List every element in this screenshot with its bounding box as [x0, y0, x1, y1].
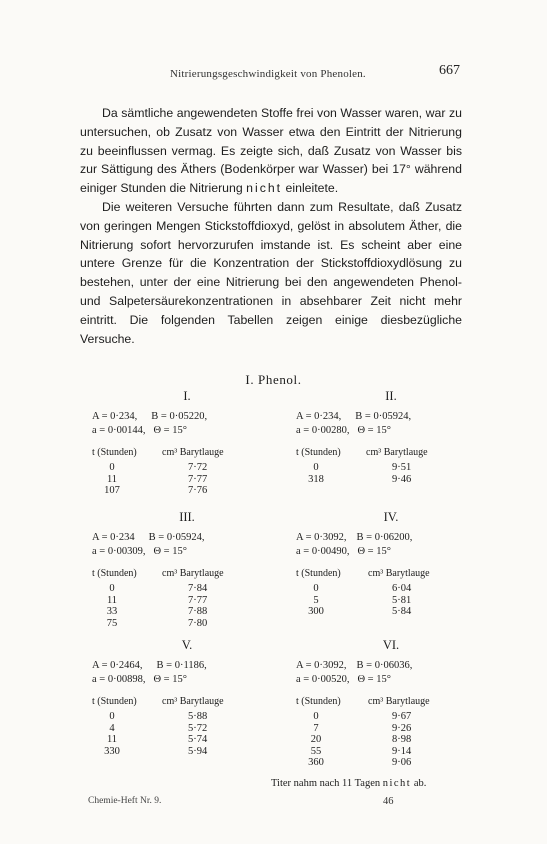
cell-volume: 7·88 [188, 606, 208, 617]
column-headers [296, 447, 486, 458]
table-row [92, 583, 282, 595]
table-row [92, 595, 282, 607]
cell-volume: 5·84 [392, 606, 412, 617]
table-params [92, 531, 282, 559]
param-B: B = 0·05220, [151, 411, 208, 422]
table-6 [296, 638, 486, 769]
col-volume: cm³ Barytlauge [368, 696, 430, 707]
cell-time: 4 [109, 722, 115, 734]
table-row [296, 462, 486, 474]
col-time: t (Stunden) [92, 447, 137, 458]
cell-time: 11 [106, 594, 118, 606]
body-text [80, 104, 462, 348]
table-row [92, 711, 282, 723]
col-volume: cm³ Barytlauge [162, 568, 224, 579]
running-head: Nitrierungsgeschwindigkeit von Phenolen. [170, 68, 366, 80]
table-number: V. [181, 638, 193, 652]
param-A: A = 0·234 [92, 532, 135, 543]
table-row [92, 734, 282, 746]
column-headers [92, 568, 282, 579]
table-rows [92, 462, 282, 497]
param-theta: Θ = 15° [153, 425, 187, 436]
col-volume: cm³ Barytlauge [368, 568, 430, 579]
table-params [92, 410, 282, 438]
paragraph-1-text: Da sämtliche angewendeten Stoffe frei von Wasser waren, war zu untersuchen, ob Zusatz von Wasser etwa den Eintritt der Nitrierung zu beeinflussen vermag. Es zeigte sich, daß Zusatz von Wasser bis zur Sättigung des Äthers (Bodenkörper war Wasser) bei 17° während einiger Stunden die Nitrierung [80, 106, 462, 196]
table-number: VI. [382, 638, 400, 652]
param-theta: Θ = 15° [153, 674, 187, 685]
table-number: I. [183, 389, 191, 403]
column-headers [296, 696, 486, 707]
cell-volume: 9·67 [392, 711, 412, 722]
footer-signature: Chemie-Heft Nr. 9. [88, 796, 162, 806]
cell-time: 330 [104, 745, 120, 757]
cell-volume: 5·81 [392, 594, 412, 606]
cell-time: 107 [104, 485, 120, 496]
param-B: B = 0·1186, [156, 660, 207, 671]
column-headers [92, 696, 282, 707]
cell-time: 360 [308, 757, 324, 768]
param-a: a = 0·00490, [296, 546, 350, 557]
paragraph-1 [80, 104, 462, 198]
param-B: B = 0·05924, [355, 411, 412, 422]
table-row [92, 746, 282, 758]
cell-time: 300 [308, 606, 324, 617]
cell-time: 11 [106, 734, 118, 745]
table-row [296, 595, 486, 607]
cell-volume: 8·98 [392, 734, 412, 745]
cell-time: 318 [308, 473, 324, 485]
table-row [296, 606, 486, 618]
table-note [271, 778, 426, 789]
table-rows [296, 711, 486, 769]
cell-volume: 7·80 [188, 617, 208, 629]
cell-volume: 7·76 [188, 485, 208, 496]
cell-time: 33 [106, 606, 118, 617]
table-row [92, 485, 282, 497]
param-A: A = 0·234, [92, 411, 138, 422]
emphasis-nicht: nicht [246, 181, 283, 196]
table-rows [92, 583, 282, 629]
col-volume: cm³ Barytlauge [366, 447, 428, 458]
footer-sheet-number: 46 [383, 796, 394, 807]
paragraph-1-end: einleitete. [285, 181, 339, 196]
table-row [92, 618, 282, 630]
table-number: III. [179, 510, 195, 524]
cell-volume: 5·88 [188, 711, 208, 722]
col-time: t (Stunden) [92, 568, 137, 579]
col-time: t (Stunden) [296, 447, 341, 458]
cell-time: 55 [310, 745, 322, 757]
note-after: ab. [413, 778, 427, 789]
cell-time: 20 [310, 734, 322, 745]
param-B: B = 0·06200, [356, 532, 413, 543]
param-theta: Θ = 15° [357, 425, 391, 436]
param-B: B = 0·05924, [148, 532, 205, 543]
note-before: Titer nahm nach 11 Tagen [271, 778, 381, 789]
cell-time: 0 [109, 462, 115, 473]
cell-volume: 5·72 [188, 722, 208, 734]
table-params [92, 659, 282, 687]
cell-time: 0 [109, 583, 115, 594]
param-a: a = 0·00520, [296, 674, 350, 685]
cell-time: 11 [106, 473, 118, 485]
table-rows [296, 583, 486, 618]
table-rows [92, 711, 282, 757]
param-A: A = 0·2464, [92, 660, 143, 671]
cell-time: 7 [313, 722, 319, 734]
cell-time: 0 [313, 462, 319, 473]
table-2 [296, 389, 486, 485]
table-row [296, 723, 486, 735]
paragraph-2: Die weiteren Versuche führten dann zum Resultate, daß Zusatz von geringen Mengen Stickstoffdioxyd, gelöst in absolutem Äther, die Nitrierung sofort hervorzurufen imstande ist. Es scheint aber eine untere Grenze für die Konzentration der Stickstoffdioxydlösung zu bestehen, unter der eine Nitrierung bei den angewendeten Phenol- und Salpetersäurekonzentrationen in absehbarer Zeit nicht mehr eintritt. Die folgenden Tabellen zeigen einige diesbezügliche Versuche. [80, 199, 462, 346]
param-A: A = 0·3092, [296, 532, 347, 543]
column-headers [92, 447, 282, 458]
cell-volume: 9·14 [392, 745, 412, 757]
param-theta: Θ = 15° [357, 546, 391, 557]
cell-volume: 9·46 [392, 473, 412, 485]
param-a: a = 0·00309, [92, 546, 146, 557]
table-params [296, 410, 486, 438]
cell-volume: 6·04 [392, 583, 412, 594]
table-params [296, 531, 486, 559]
cell-time: 75 [106, 617, 118, 629]
column-headers [296, 568, 486, 579]
cell-volume: 7·77 [188, 594, 208, 606]
cell-time: 0 [313, 583, 319, 594]
table-row [92, 462, 282, 474]
table-row [92, 606, 282, 618]
table-params [296, 659, 486, 687]
param-a: a = 0·00898, [92, 674, 146, 685]
table-row [296, 746, 486, 758]
table-5 [92, 638, 282, 757]
cell-volume: 9·06 [392, 757, 412, 768]
cell-volume: 9·26 [392, 722, 412, 734]
cell-volume: 7·84 [188, 583, 208, 594]
page-number: 667 [439, 63, 460, 78]
cell-volume: 5·94 [188, 745, 208, 757]
col-volume: cm³ Barytlauge [162, 447, 224, 458]
cell-time: 0 [109, 711, 115, 722]
param-a: a = 0·00280, [296, 425, 350, 436]
table-4 [296, 510, 486, 618]
table-row [296, 711, 486, 723]
table-number: II. [385, 389, 397, 403]
col-time: t (Stunden) [92, 696, 137, 707]
cell-time: 5 [313, 594, 319, 606]
cell-volume: 7·77 [188, 473, 208, 485]
table-1 [92, 389, 282, 497]
table-row [296, 734, 486, 746]
section-title: I. Phenol. [245, 372, 302, 387]
col-time: t (Stunden) [296, 696, 341, 707]
col-time: t (Stunden) [296, 568, 341, 579]
table-row [296, 474, 486, 486]
table-rows [296, 462, 486, 485]
param-A: A = 0·3092, [296, 660, 347, 671]
table-row [296, 583, 486, 595]
table-3 [92, 510, 282, 629]
param-theta: Θ = 15° [153, 546, 187, 557]
col-volume: cm³ Barytlauge [162, 696, 224, 707]
param-A: A = 0·234, [296, 411, 342, 422]
cell-time: 0 [313, 711, 319, 722]
table-number: IV. [383, 510, 399, 524]
cell-volume: 7·72 [188, 462, 208, 473]
note-emphasis: nicht [382, 778, 412, 789]
cell-volume: 9·51 [392, 462, 412, 473]
table-row [296, 757, 486, 769]
cell-volume: 5·74 [188, 734, 208, 745]
param-theta: Θ = 15° [357, 674, 391, 685]
param-a: a = 0·00144, [92, 425, 146, 436]
param-B: B = 0·06036, [356, 660, 413, 671]
table-row [92, 723, 282, 735]
table-row [92, 474, 282, 486]
